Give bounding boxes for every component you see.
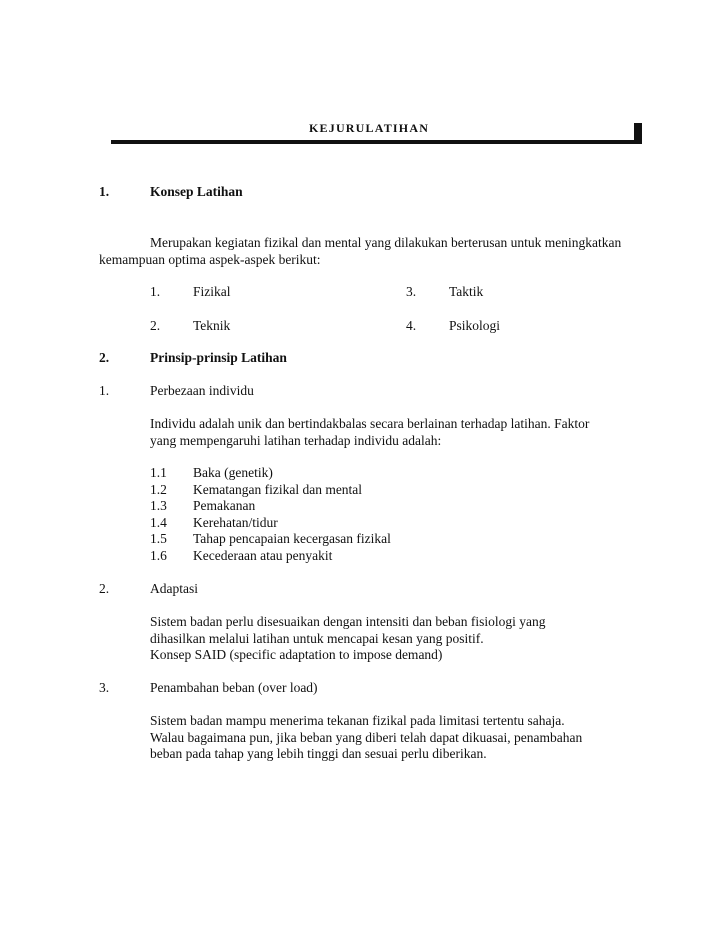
section-2-number: 2. (99, 350, 110, 365)
aspect-number: 3. (406, 284, 417, 299)
section-1-number: 1. (99, 184, 110, 199)
aspect-label: Fizikal (193, 284, 231, 299)
factor-number: 1.2 (150, 482, 167, 497)
section-2-title: Prinsip-prinsip Latihan (150, 350, 287, 365)
principle-3-number: 3. (99, 680, 110, 695)
principle-1-line-2: yang mempengaruhi latihan terhadap individu adalah: (150, 433, 442, 448)
factor-label: Kematangan fizikal dan mental (193, 482, 363, 497)
factor-label: Kerehatan/tidur (193, 515, 278, 530)
aspect-number: 2. (150, 318, 161, 333)
factor-number: 1.5 (150, 531, 167, 546)
aspect-label: Taktik (449, 284, 484, 299)
section-1-paragraph-line-2: kemampuan optima aspek-aspek berikut: (99, 252, 321, 267)
section-1-title: Konsep Latihan (150, 184, 243, 199)
factor-label: Baka (genetik) (193, 465, 273, 480)
principle-2-line-3: Konsep SAID (specific adaptation to impose demand) (150, 647, 443, 662)
factor-label: Kecederaan atau penyakit (193, 548, 333, 563)
factor-label: Tahap pencapaian kecergasan fizikal (193, 531, 391, 546)
factor-number: 1.4 (150, 515, 167, 530)
principle-3-line-1: Sistem badan mampu menerima tekanan fizikal pada limitasi tertentu sahaja. (150, 713, 565, 728)
principle-3-line-3: beban pada tahap yang lebih tinggi dan sesuai perlu diberikan. (150, 746, 487, 761)
factor-number: 1.1 (150, 465, 167, 480)
principle-2-line-1: Sistem badan perlu disesuaikan dengan intensiti dan beban fisiologi yang (150, 614, 546, 629)
principle-1-title: Perbezaan individu (150, 383, 254, 398)
header-rule-corner (634, 123, 642, 144)
principle-2-line-2: dihasilkan melalui latihan untuk mencapai kesan yang positif. (150, 631, 484, 646)
factor-number: 1.6 (150, 548, 167, 563)
principle-2-title: Adaptasi (150, 581, 198, 596)
principle-1-number: 1. (99, 383, 110, 398)
page-header-title: KEJURULATIHAN (309, 121, 430, 135)
principle-2-number: 2. (99, 581, 110, 596)
aspect-label: Psikologi (449, 318, 501, 333)
header-rule (111, 140, 642, 144)
principle-1-line-1: Individu adalah unik dan bertindakbalas secara berlainan terhadap latihan. Faktor (150, 416, 590, 431)
aspect-number: 1. (150, 284, 161, 299)
principle-3-line-2: Walau bagaimana pun, jika beban yang diberi telah dapat dikuasai, penambahan (150, 730, 583, 745)
factor-number: 1.3 (150, 498, 167, 513)
principle-3-title: Penambahan beban (over load) (150, 680, 318, 695)
aspect-label: Teknik (193, 318, 231, 333)
section-1-paragraph-line-1: Merupakan kegiatan fizikal dan mental yang dilakukan berterusan untuk meningkatkan (150, 235, 622, 250)
aspect-number: 4. (406, 318, 417, 333)
factor-label: Pemakanan (193, 498, 256, 513)
